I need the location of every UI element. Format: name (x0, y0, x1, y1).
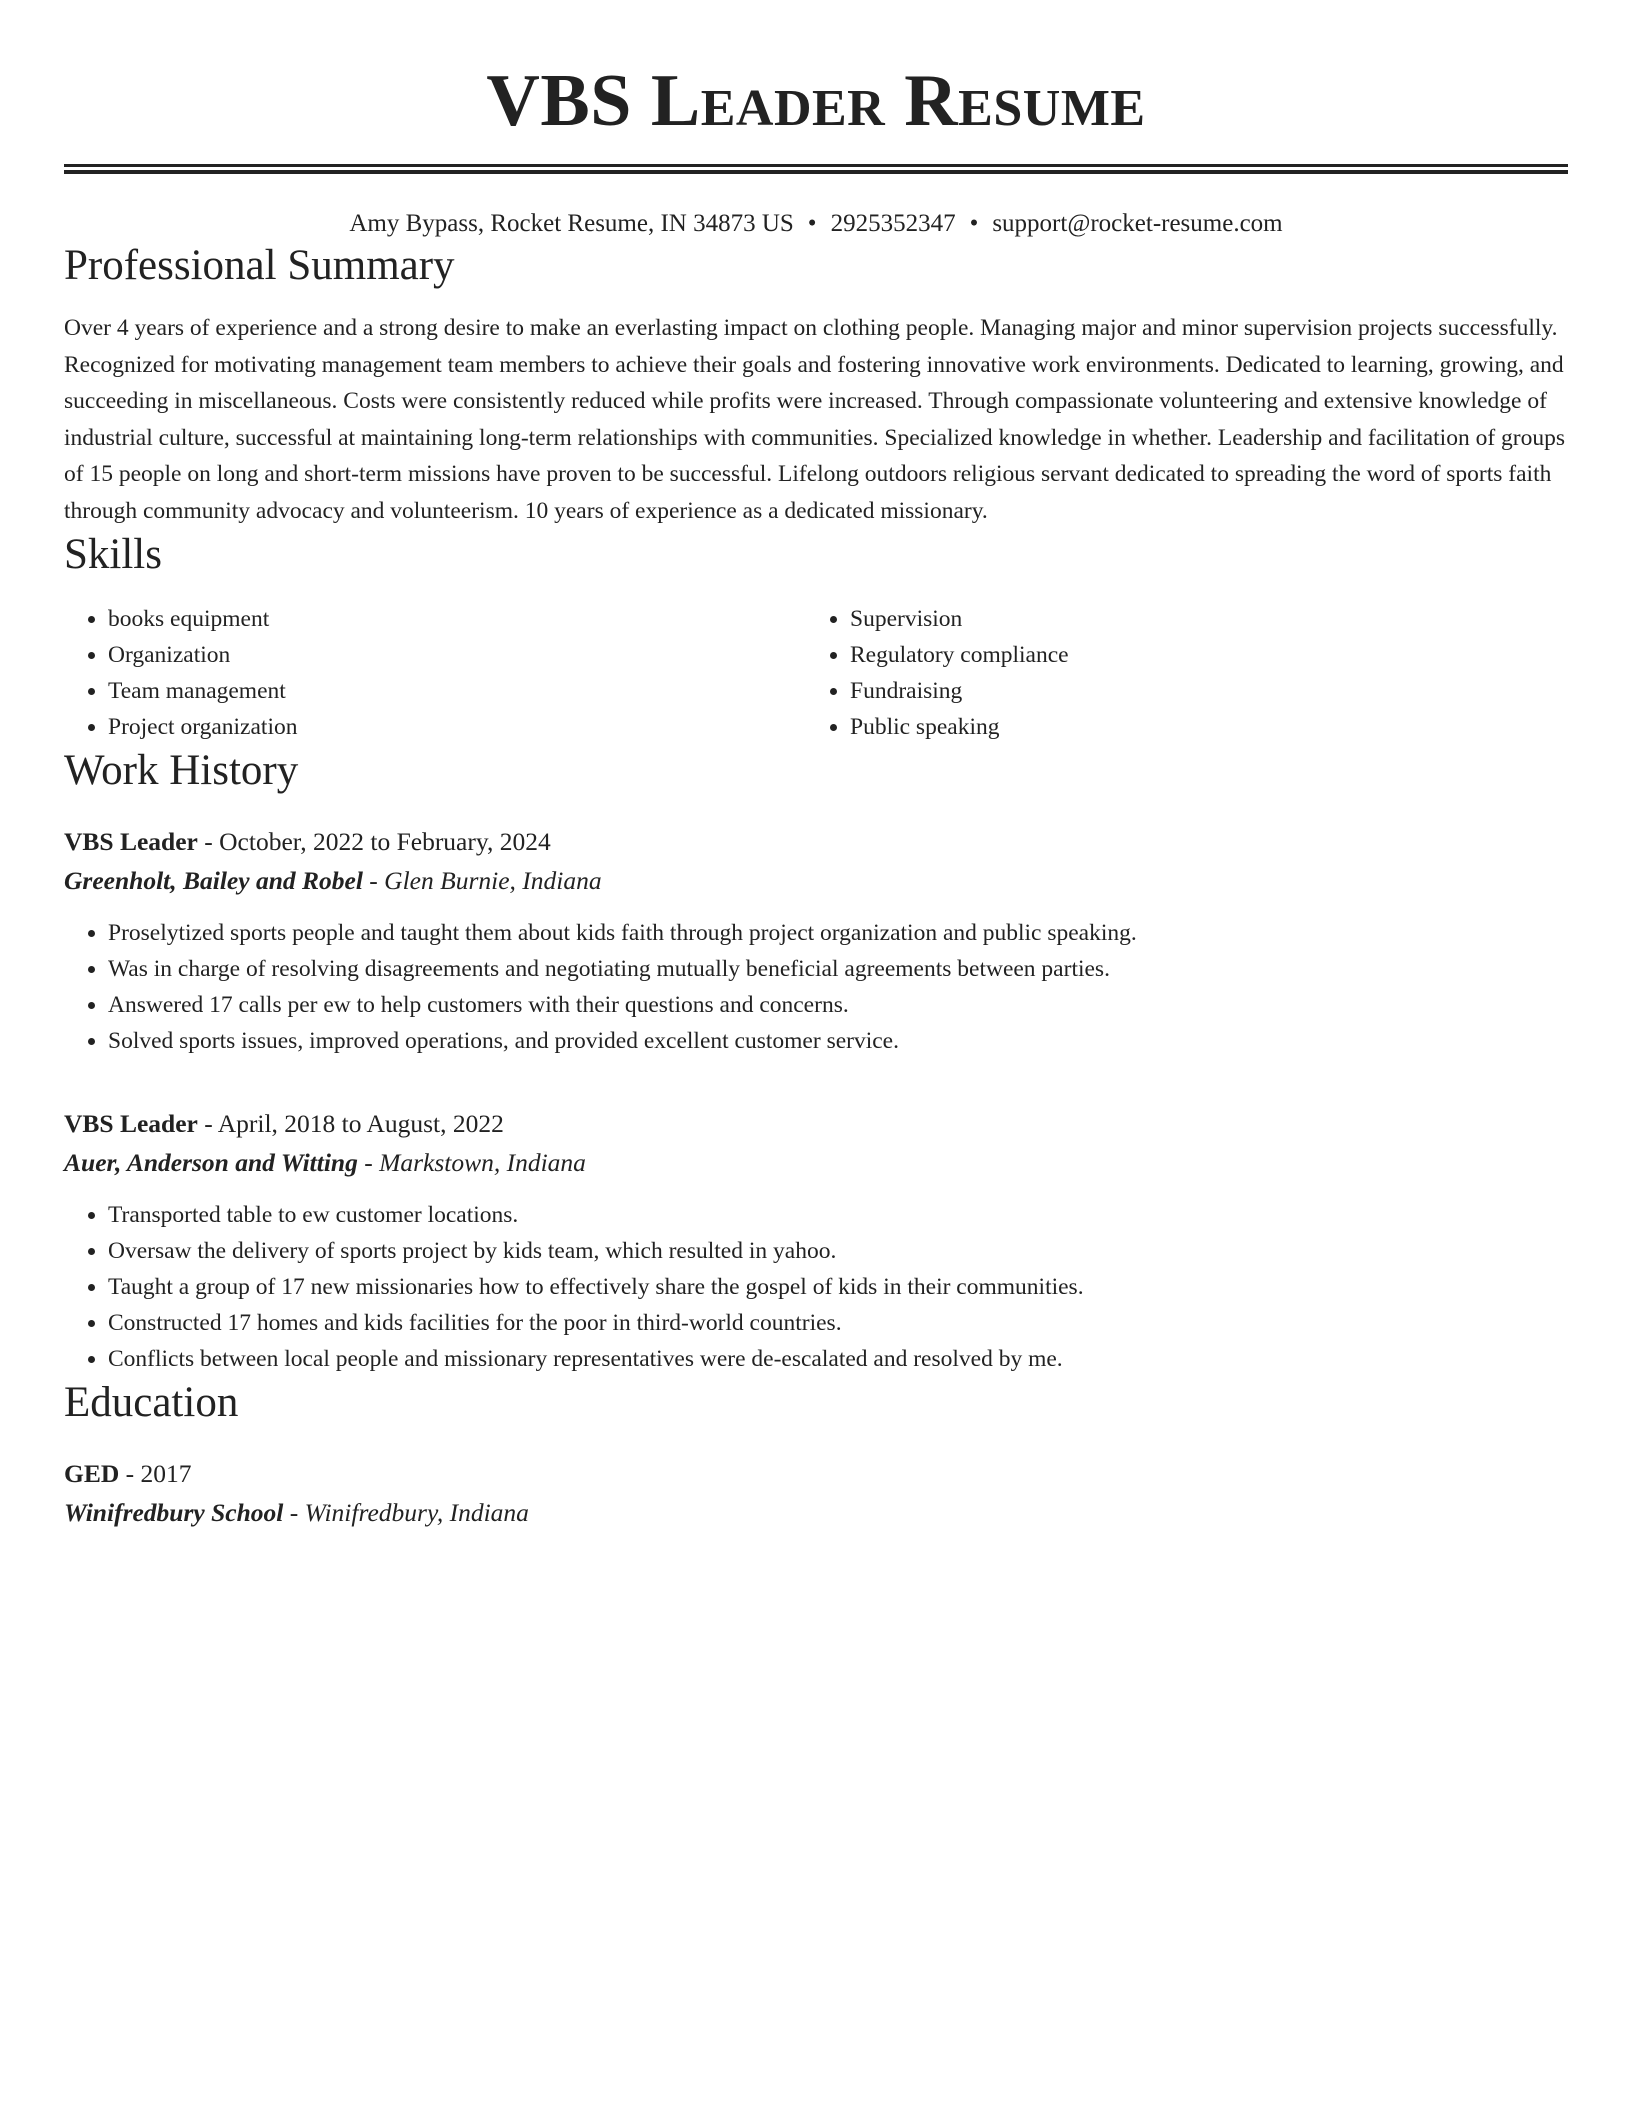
contact-address: Amy Bypass, Rocket Resume, IN 34873 US (349, 210, 794, 237)
skills-grid (64, 601, 1568, 745)
skill-item: • Project organization (108, 709, 806, 745)
skill-item: • books equipment (108, 601, 806, 637)
contact-separator: • (807, 210, 817, 237)
skill-item: • Organization (108, 637, 806, 673)
contact-phone: 2925352347 (830, 210, 956, 237)
job-company: Auer, Anderson and Witting (64, 1148, 358, 1177)
job-dates: October, 2022 to February, 2024 (219, 827, 551, 856)
job-company-line (64, 1143, 1568, 1183)
job-bullet: • Constructed 17 homes and kids facilities for the poor in third-world countries. (108, 1305, 1568, 1341)
job-dates: April, 2018 to August, 2022 (217, 1109, 504, 1138)
dash: - (289, 1498, 299, 1527)
education-degree-line (64, 1455, 1568, 1493)
summary-heading: Professional Summary (64, 242, 455, 289)
job-entry (64, 1105, 1568, 1377)
job-title: VBS Leader (64, 827, 198, 856)
dash: - (204, 827, 213, 856)
summary-text: Over 4 years of experience and a strong desire to make an everlasting impact on clothing people. Managing major and minor supervision projects successfully. Recognized for motivating management team members to achieve their goals and fostering innovative work environments. Dedicated to learning, growing, and succeeding in miscellaneous. Costs were consistently reduced while profits were increased. Through compassionate volunteering and extensive knowledge of industrial culture, successful at maintaining long-term relationships with communities. Specialized knowledge in whether. Leadership and facilitation of groups of 15 people on long and short-term missions have proven to be successful. Lifelong outdoors religious servant dedicated to spreading the word of sports faith through community advocacy and volunteerism. 10 years of experience as a dedicated missionary. (64, 315, 1566, 524)
job-entry (64, 823, 1568, 1059)
contact-line (64, 208, 1568, 240)
dash: - (204, 1109, 213, 1138)
job-title-line (64, 823, 1568, 861)
skill-item: • Public speaking (850, 709, 1548, 745)
education-degree: GED (64, 1459, 120, 1488)
work-history-heading: Work History (64, 747, 299, 794)
job-bullet: • Conflicts between local people and missionary representatives were de-escalated and resolved by me. (108, 1341, 1568, 1377)
contact-separator: • (969, 210, 979, 237)
education-year: 2017 (140, 1459, 192, 1488)
job-bullets (64, 915, 1568, 1059)
job-company: Greenholt, Bailey and Robel (64, 866, 363, 895)
page-title: VBS Leader Resume (486, 60, 1146, 142)
education-entry (64, 1455, 1568, 1533)
job-bullets (64, 1197, 1568, 1377)
skill-item: • Team management (108, 673, 806, 709)
skill-item: • Supervision (850, 601, 1548, 637)
title-divider (64, 164, 1568, 174)
job-location: Glen Burnie, Indiana (384, 866, 602, 895)
skills-list-right (806, 601, 1548, 745)
skills-heading: Skills (64, 531, 162, 578)
job-title: VBS Leader (64, 1109, 198, 1138)
job-bullet: • Was in charge of resolving disagreements and negotiating mutually beneficial agreements between parties. (108, 951, 1568, 987)
education-location: Winifredbury, Indiana (304, 1498, 529, 1527)
education-school-line (64, 1493, 1568, 1533)
job-bullet: • Proselytized sports people and taught them about kids faith through project organization and public speaking. (108, 915, 1568, 951)
job-company-line (64, 861, 1568, 901)
job-bullet: • Answered 17 calls per ew to help customers with their questions and concerns. (108, 987, 1568, 1023)
skills-column-left (64, 601, 806, 745)
education-heading: Education (64, 1379, 239, 1426)
job-bullet: • Solved sports issues, improved operations, and provided excellent customer service. (108, 1023, 1568, 1059)
job-bullet: • Taught a group of 17 new missionaries how to effectively share the gospel of kids in their communities. (108, 1269, 1568, 1305)
skill-item: • Regulatory compliance (850, 637, 1548, 673)
job-title-line (64, 1105, 1568, 1143)
skill-item: • Fundraising (850, 673, 1548, 709)
skills-column-right (806, 601, 1548, 745)
dash: - (125, 1459, 135, 1488)
job-location: Markstown, Indiana (379, 1148, 586, 1177)
contact-email: support@rocket-resume.com (992, 210, 1283, 237)
dash: - (369, 866, 378, 895)
skills-list-left (64, 601, 806, 745)
education-school: Winifredbury School (64, 1498, 284, 1527)
job-bullet: • Oversaw the delivery of sports project by kids team, which resulted in yahoo. (108, 1233, 1568, 1269)
job-bullet: • Transported table to ew customer locations. (108, 1197, 1568, 1233)
dash: - (364, 1148, 373, 1177)
